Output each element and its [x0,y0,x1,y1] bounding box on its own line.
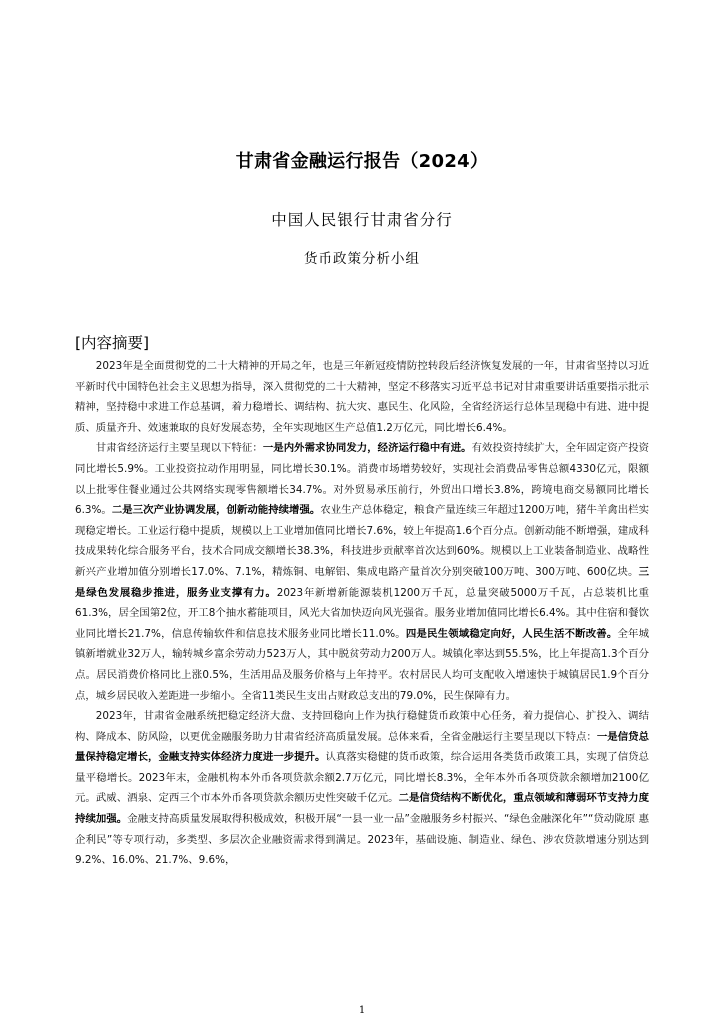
page-number: 1 [358,1005,366,1016]
paragraph-text: 2023年新增新能源装机1200万千瓦，总量突破5000万千瓦，占总装机比重61.3%，居全国第2位，开工8个抽水蓄能项目，风光大省加快迈向风光强省。服务业增加值同比增长6.4%。其中住宿和餐饮业同比增长21.7%，信息传输软件和信息技术服务业同比增长11.0%。 [75,586,650,640]
paragraph-text: 2023年，甘肃省金融系统把稳定经济大盘、支持回稳向上作为执行稳健货币政策中心任务，着力提信心、扩投入、调结构、降成本、防风险，以更优金融服务助力甘肃省经济高质量发展。总体来看，全省金融运行主要呈现以下特点： [75,710,649,743]
paragraph-text: 认真落实稳健的货币政策，综合运用各类货币政策工具，实现了信贷总量平稳增长。2023年末，金融机构本外币各项贷款余额2.7万亿元，同比增长8.3%，全年本外币各项贷款余额增加2100亿元。武威、酒泉、定西三个市本外币各项贷款余额历史性突破千亿元。 [75,751,650,805]
abstract-body [75,356,649,871]
paragraph-text: 有效投资持续扩大，全年固定资产投资同比增长5.9%。工业投资拉动作用明显，同比增长30.1%。消费市场增势较好，实现社会消费品零售总额4330亿元，限额以上批零住餐业通过公共网络实现零售额增长34.7%。对外贸易承压前行，外贸出口增长3.8%，跨境电商交易额同比增长6.3%。 [75,442,650,517]
report-title: 甘肃省金融运行报告（2024） [235,151,489,172]
key-point: 二是信贷结构不断优化，重点领域和薄弱环节支持力度持续加强。 [75,792,650,826]
author-group: 货币政策分析小组 [304,251,420,267]
key-point: 二是三次产业协调发展，创新动能持续增强。 [111,504,321,517]
paragraph-1 [75,356,649,438]
key-point: 一是信贷总量保持稳定增长，金融支持实体经济力度进一步提升。 [75,730,649,764]
key-point: 三是绿色发展稳步推进，服务业支撑有力。 [75,565,649,599]
paragraph-text: 甘肃省经济运行主要呈现以下特征： [95,442,263,455]
key-point: 四是民生领域稳定向好，人民生活不断改善。 [405,627,618,640]
paragraph-text: 农业生产总体稳定，粮食产量连续三年超过1200万吨，猪牛羊禽出栏实现稳定增长。工业运行稳中提质，规模以上工业增加值同比增长7.6%，较上年提高1.6个百分点。创新动能不断增强，建成科技成果转化综合服务平台，技术合同成交额增长38.3%，科技进步贡献率首次达到60%。规模以上工业装备制造业、战略性新兴产业增加值分别增长17.0%、7.1%，精炼铜、电解铝、集成电路产量首次分别突破100万吨、300万吨、600亿块。 [75,504,649,578]
paragraph-text: 全年城镇新增就业32万人，输转城乡富余劳动力523万人，其中脱贫劳动力200万人。城镇化率达到55.5%，比上年提高1.3个百分点。居民消费价格同比上涨0.5%，生活用品及服务价格与上年持平。农村居民人均可支配收入增速快于城镇居民1.9个百分点，城乡居民收入差距进一步缩小。全省11类民生支出占财政总支出的79.0%，民生保障有力。 [75,627,650,702]
paragraph-text: 金融支持高质量发展取得积极成效，积极开展“一县一业一品”金融服务乡村振兴、“绿色金融深化年”“贷动陇原 惠企利民”等专项行动，多类型、多层次企业融资需求得到满足。2023年，基础设施、制造业、绿色、涉农贷款增速分别达到9.2%、16.0%、21.7%、9.6%， [75,813,649,867]
key-point: 一是内外需求协同发力，经济运行稳中有进。 [262,442,472,455]
organization-name: 中国人民银行甘肃省分行 [271,211,453,229]
paragraph-2 [75,438,649,706]
paragraph-3 [75,706,649,871]
paragraph-text: 2023年是全面贯彻党的二十大精神的开局之年，也是三年新冠疫情防控转段后经济恢复发展的一年，甘肃省坚持以习近平新时代中国特色社会主义思想为指导，深入贯彻党的二十大精神，坚定不移落实习近平总书记对甘肃重要讲话重要指示批示精神，坚持稳中求进工作总基调，着力稳增长、调结构、抗大灾、惠民生、化风险，全省经济运行总体呈现稳中有进、进中提质、质量齐升、效速兼取的良好发展态势，全年实现地区生产总值1.2万亿元，同比增长6.4%。 [75,360,649,434]
section-heading: [内容摘要] [75,334,150,352]
